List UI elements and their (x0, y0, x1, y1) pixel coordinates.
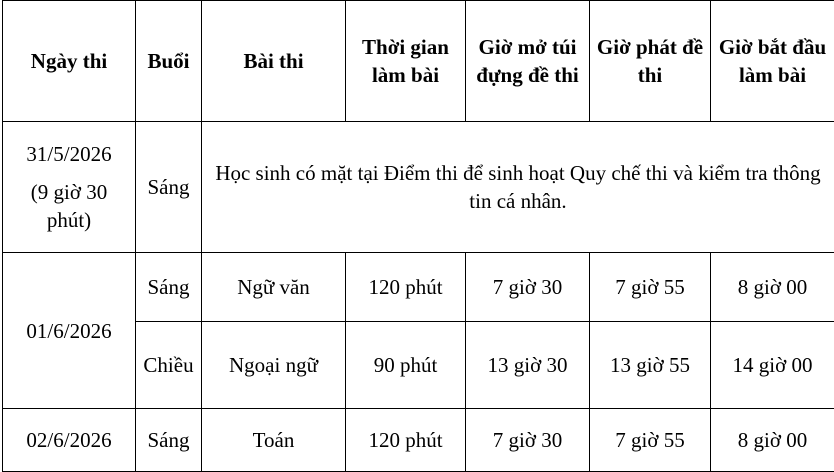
header-subject: Bài thi (202, 1, 346, 122)
header-row (3, 1, 834, 122)
duration-cell: 120 phút (346, 253, 466, 322)
exam-date: 31/5/2026 (7, 140, 131, 168)
subject-cell: Ngoại ngữ (202, 322, 346, 409)
exam-date-cell: 02/6/2026 (3, 409, 136, 472)
hand-out-time-cell: 13 giờ 55 (590, 322, 711, 409)
session-cell: Sáng (136, 253, 202, 322)
start-time-cell: 8 giờ 00 (711, 409, 834, 472)
subject-cell: Ngữ văn (202, 253, 346, 322)
hand-out-time-cell: 7 giờ 55 (590, 409, 711, 472)
table-row (3, 253, 834, 322)
exam-date-cell: 01/6/2026 (3, 253, 136, 409)
open-envelope-time-cell: 13 giờ 30 (466, 322, 590, 409)
briefing-note-cell: Học sinh có mặt tại Điểm thi để sinh hoạt Quy chế thi và kiểm tra thông tin cá nhân. (202, 122, 834, 253)
table-row (3, 409, 834, 472)
header-duration: Thời gian làm bài (346, 1, 466, 122)
table-row (3, 122, 834, 253)
subject-cell: Toán (202, 409, 346, 472)
session-cell: Sáng (136, 122, 202, 253)
open-envelope-time-cell: 7 giờ 30 (466, 409, 590, 472)
header-open-envelope-time: Giờ mở túi đựng đề thi (466, 1, 590, 122)
start-time-cell: 14 giờ 00 (711, 322, 834, 409)
duration-cell: 120 phút (346, 409, 466, 472)
session-cell: Chiều (136, 322, 202, 409)
exam-date-cell (3, 122, 136, 253)
header-exam-date: Ngày thi (3, 1, 136, 122)
open-envelope-time-cell: 7 giờ 30 (466, 253, 590, 322)
header-hand-out-time: Giờ phát đề thi (590, 1, 711, 122)
header-session: Buổi (136, 1, 202, 122)
exam-date-note: (9 giờ 30 phút) (7, 178, 131, 234)
spacer (7, 168, 131, 178)
header-start-time: Giờ bắt đầu làm bài (711, 1, 834, 122)
hand-out-time-cell: 7 giờ 55 (590, 253, 711, 322)
duration-cell: 90 phút (346, 322, 466, 409)
session-cell: Sáng (136, 409, 202, 472)
start-time-cell: 8 giờ 00 (711, 253, 834, 322)
exam-schedule-table (2, 0, 834, 472)
